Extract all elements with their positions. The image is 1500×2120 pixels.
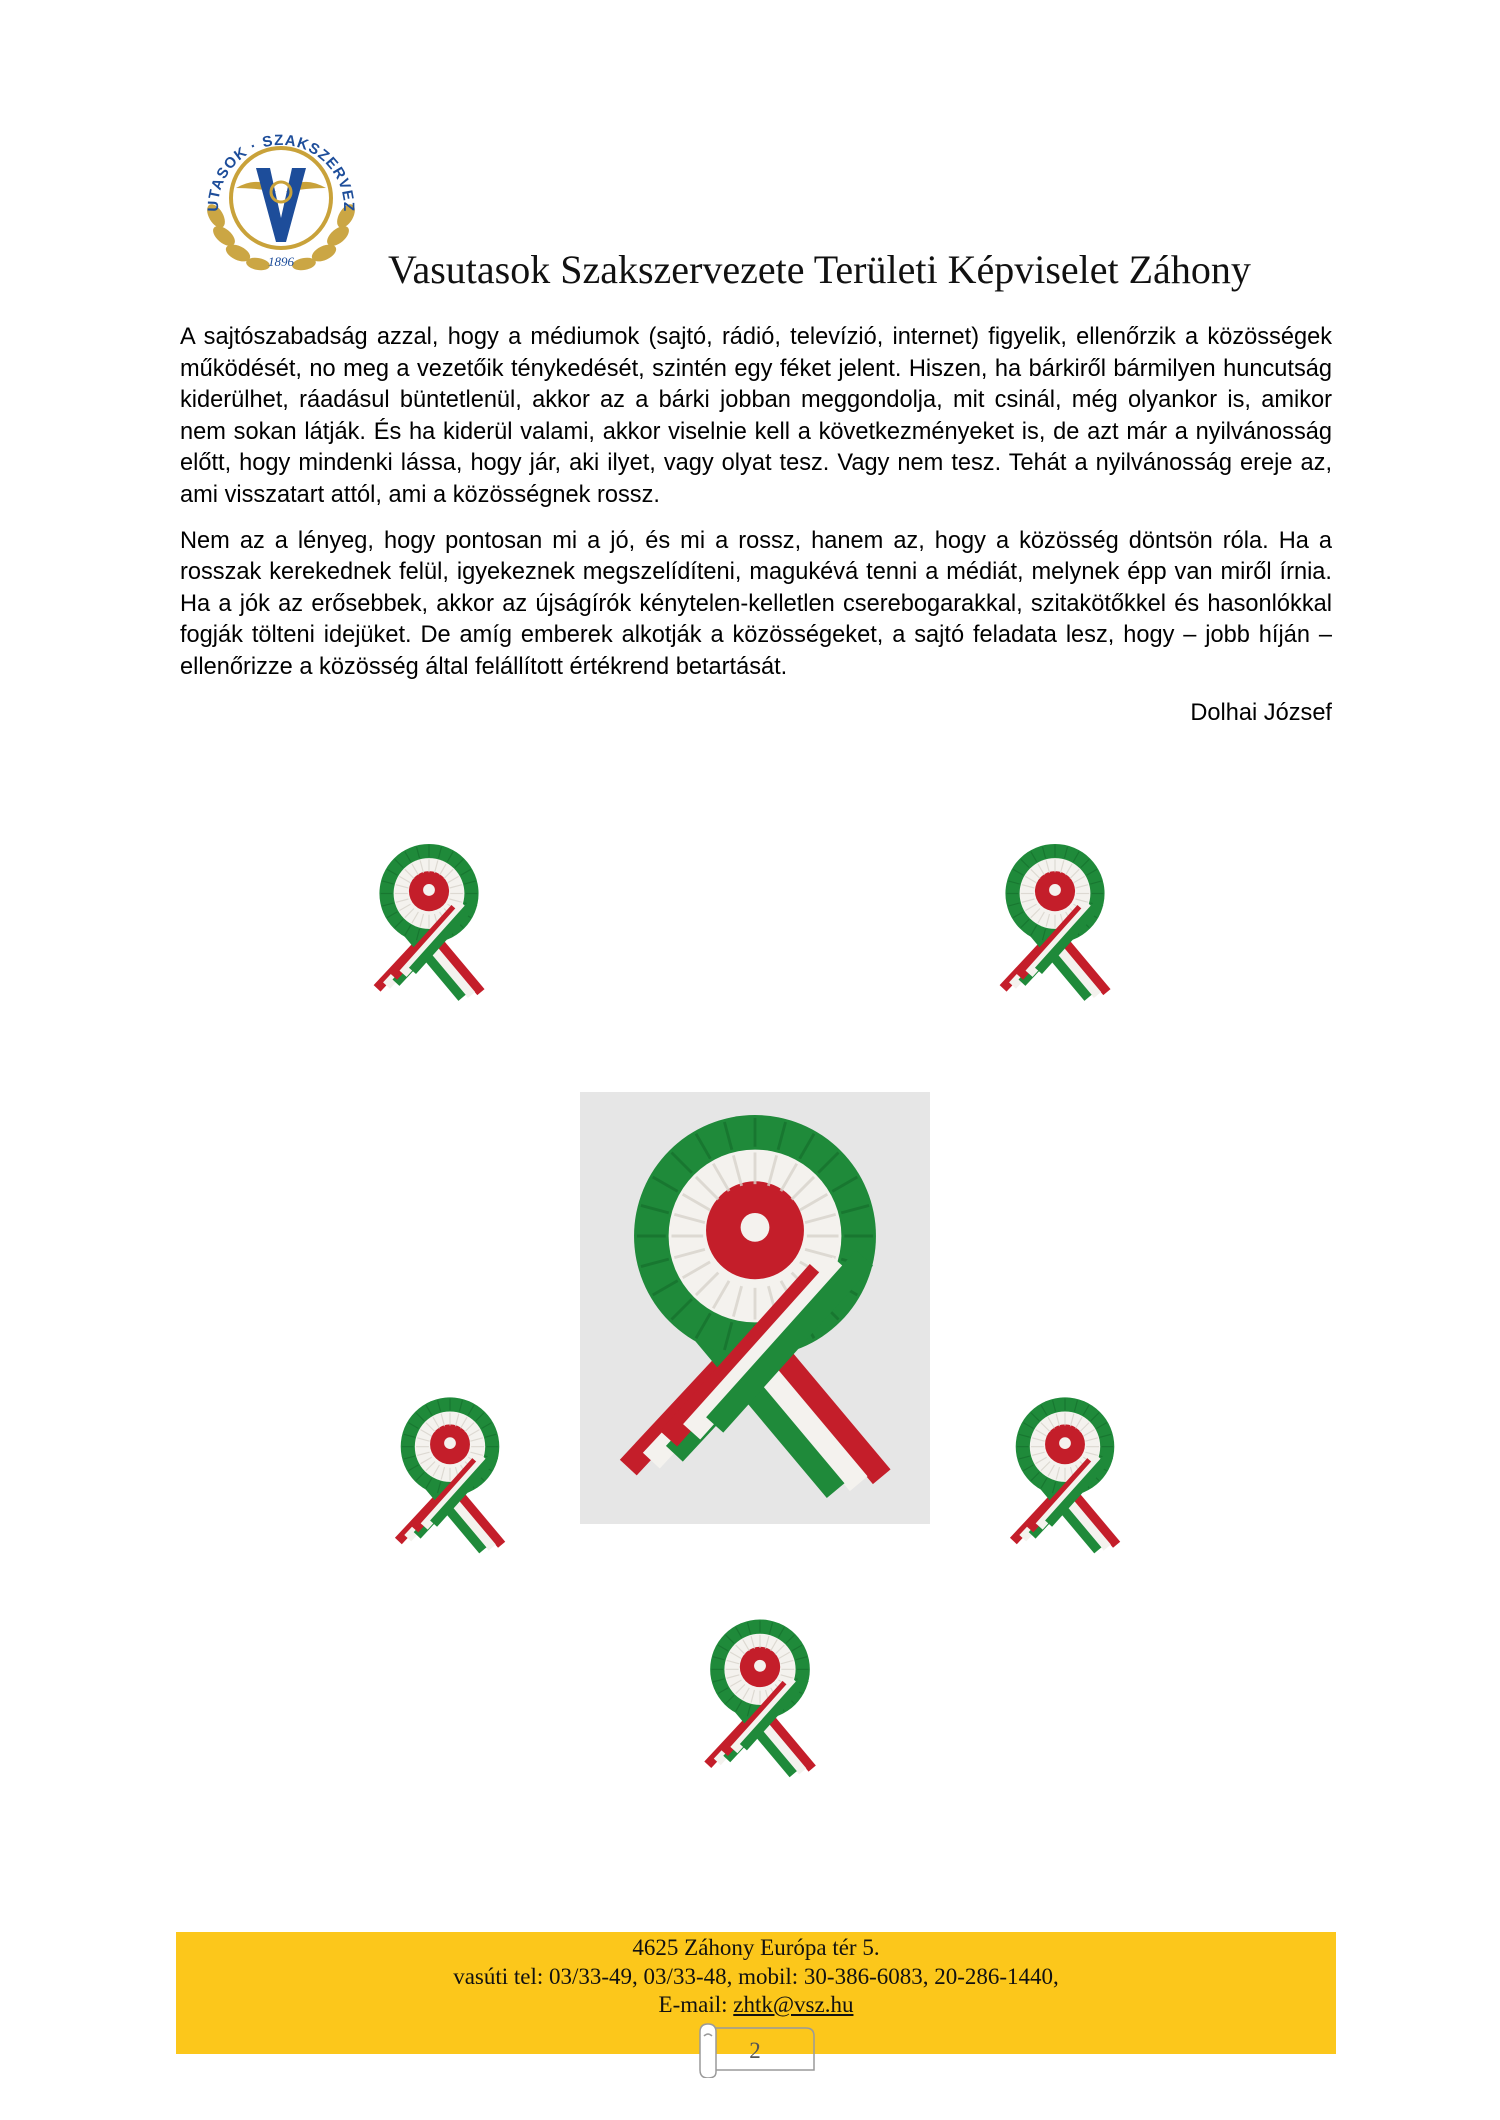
cockade-mid-right [996, 1388, 1134, 1564]
header-title: Vasutasok Szakszervezete Területi Képviselet Záhony [388, 247, 1251, 292]
cockade-mid-left [384, 1388, 516, 1564]
cockade-graphic [384, 1388, 516, 1564]
author-signature: Dolhai József [1190, 699, 1332, 726]
cockade-graphic [690, 1610, 830, 1788]
footer-phones: vasúti tel: 03/33-49, 03/33-48, mobil: 30-386-6083, 20-286-1440, [453, 1963, 1059, 1989]
union-logo [186, 96, 376, 280]
cockade-center-large [580, 1092, 930, 1524]
footer-address: 4625 Záhony Európa tér 5. [632, 1935, 880, 1960]
page-number-scroll [690, 2022, 820, 2078]
cockade-top-right [996, 834, 1114, 1012]
cockade-graphic [580, 1092, 930, 1524]
cockade-graphic [996, 834, 1114, 1012]
article-paragraph: Nem az a lényeg, hogy pontosan mi a jó, és mi a rossz, hanem az, hogy a közösség döntsön róla. Ha a rosszak kerekednek felül, igyekeznek megszelídíteni, magukévá tenni a médiát, melynek épp van miről írnia. Ha a jók az erősebbek, akkor az újságírók kénytelen-kelletlen cserebogarakkal, szitakötőkkel és hasonlókkal fogják tölteni idejüket. De amíg emberek alkotják a közösségeket, a sajtó feladata lesz, hogy – jobb híján – ellenőrizze a közösség által felállított értékrend betartását. [180, 527, 1332, 680]
svg-text:VASUTASOK · SZAKSZERVEZETE: UTASOK · SZAKSZERVEZ [204, 131, 358, 213]
footer-email-link[interactable]: zhtk@vsz.hu [733, 1992, 854, 2017]
cockade-top-left [370, 834, 488, 1012]
footer-email-line [176, 1991, 1336, 2020]
cockade-bottom [690, 1610, 830, 1788]
cockade-graphic [370, 834, 488, 1012]
article-body [180, 322, 1332, 729]
footer-email-label: E-mail: [658, 1992, 728, 2017]
article-paragraph: A sajtószabadság azzal, hogy a médiumok (sajtó, rádió, televízió, internet) figyelik, ellenőrzik a közösségek működését, no meg a vezetőik ténykedését, szintén egy féket jelent. Hiszen, ha bárkiről bármilyen huncutság kiderülhet, ráadásul büntetlenül, akkor az a bárki jobban meggondolja, mit csinál, még olyankor is, amikor nem sokan látják. És ha kiderül valami, akkor viselnie kell a következményeket is, de azt már a nyilvánosság előtt, hogy mindenki lássa, hogy jár, aki ilyet, vagy olyat tesz. Vagy nem tesz. Tehát a nyilvánosság ereje az, ami visszatart attól, ami a közösségnek rossz. [180, 324, 1332, 508]
cockade-graphic [996, 1388, 1134, 1564]
page-number: 2 [749, 2038, 761, 2063]
svg-text:1896: 1896 [268, 254, 294, 269]
